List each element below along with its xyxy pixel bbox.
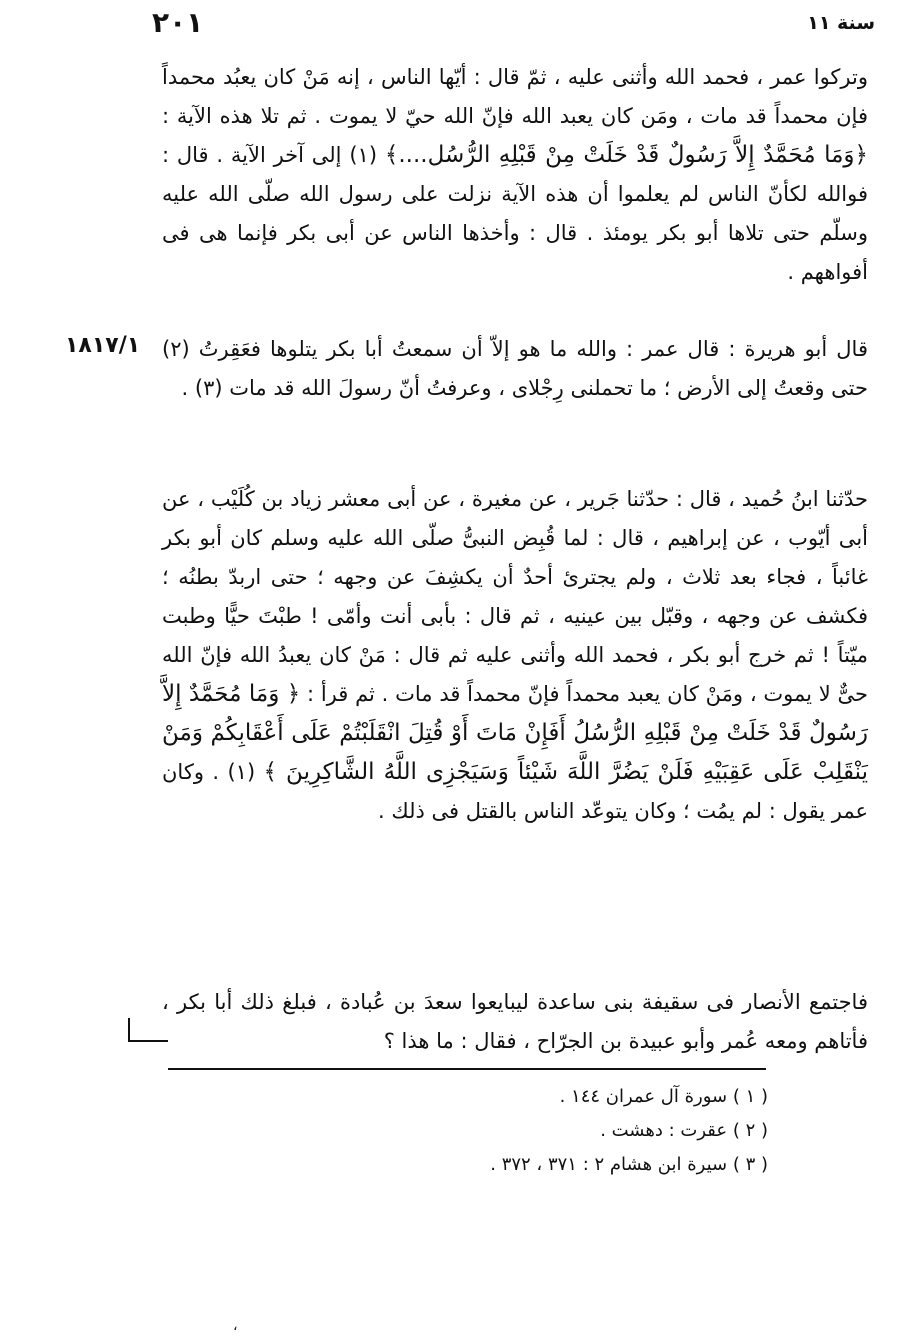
paragraph-2-end: . xyxy=(181,376,189,400)
stray-mark: ، xyxy=(233,1318,238,1334)
footnote-ref-3: (٣) xyxy=(194,376,223,400)
paragraph-4 xyxy=(162,983,868,1061)
page-number: ٢٠١ xyxy=(152,6,204,39)
paragraph-3-rest: . وكان عمر يقول : لم يمُت ؛ وكان يتوعّد الناس بالقتل فى ذلك . xyxy=(162,760,868,823)
paragraph-2-text: قال أبو هريرة : قال عمر : والله ما هو إلاّ أن سمعتُ أبا بكر يتلوها فعَقِرتُ xyxy=(198,337,868,361)
running-header-year: سنة ١١ xyxy=(807,12,875,34)
margin-bracket-mark xyxy=(128,1018,168,1042)
paragraph-4-text: فاجتمع الأنصار فى سقيفة بنى ساعدة ليبايعوا سعدَ بن عُبادة ، فبلغ ذلك أبا بكر ، فأتاهم ومعه عُمر وأبو عبيدة بن الجرّاح ، فقال : ما هذا ؟ xyxy=(162,990,868,1053)
footnote-2: ( ٢ ) عقرت : دهشت . xyxy=(600,1120,768,1141)
quran-verse-2: ﴿ وَمَا مُحَمَّدٌ إِلاَّ رَسُولٌ قَدْ خَلَتْ مِنْ قَبْلِهِ الرُّسُلُ أَفَإِنْ مَاتَ أَوْ قُتِلَ انْقَلَبْتُمْ عَلَى أَعْقَابِكُمْ وَمَنْ يَنْقَلِبْ عَلَى عَقِبَيْهِ فَلَنْ يَضُرَّ اللَّهَ شَيْئاً وَسَيَجْزِى اللَّهُ الشَّاكِرِينَ ﴾ xyxy=(162,681,868,785)
paragraph-2-mid: حتى وقعتُ إلى الأرض ؛ ما تحملنى رِجْلاى ، وعرفتُ أنّ رسولَ الله قد مات xyxy=(229,376,868,400)
footnote-ref-1b: (١) xyxy=(227,760,256,784)
paragraph-3 xyxy=(162,480,868,831)
paragraph-2 xyxy=(162,330,868,408)
paragraph-1-text: وتركوا عمر ، فحمد الله وأثنى عليه ، ثمّ قال : أيّها الناس ، إنه مَنْ كان يعبُد محمداً فإن محمداً قد مات ، ومَن كان يعبد الله فإنّ الله حيّ لا يموت . ثم تلا هذه الآية : xyxy=(162,65,868,128)
footnote-ref-2: (٢) xyxy=(162,337,190,361)
footnote-3: ( ٣ ) سيرة ابن هشام ٢ : ٣٧١ ، ٣٧٢ . xyxy=(490,1154,768,1175)
quran-verse-1: ﴿وَمَا مُحَمَّدٌ إِلاَّ رَسُولٌ قَدْ خَلَتْ مِنْ قَبْلِهِ الرُّسُل....﴾ xyxy=(384,142,868,168)
footnote-divider xyxy=(168,1068,766,1070)
margin-reference: ١٨١٧/١ xyxy=(65,333,141,358)
paragraph-1-rest: إلى آخر الآية . قال : فوالله لكأنّ الناس لم يعلموا أن هذه الآية نزلت على رسول الله صلّى الله عليه وسلّم حتى تلاها أبو بكر يومئذ . قال : وأخذها الناس عن أبى بكر فإنما هى فى أفواههم . xyxy=(162,143,868,284)
paragraph-3-text: حدّثنا ابنُ حُميد ، قال : حدّثنا جَرير ، عن مغيرة ، عن أبى معشر زياد بن كُلَيْب ، عن أبى أيّوب ، عن إبراهيم ، قال : لما قُبِض النبىُّ صلّى الله عليه وسلم كان أبو بكر غائباً ، فجاء بعد ثلاث ، ولم يجترئ أحدٌ أن يكشِفَ عن وجهه ؛ حتى اربدّ بطنُه ؛ فكشف عن وجهه ، وقبّل بين عينيه ، ثم قال : بأبى أنت وأمّى ! طبْتَ حيًّا وطبت ميّتاً ! ثم خرج أبو بكر ، فحمد الله وأثنى عليه ثم قال : مَنْ كان يعبدُ الله فإنّ الله حىٌّ لا يموت ، ومَنْ كان يعبد محمداً فإنّ محمداً قد مات . ثم قرأ : xyxy=(162,487,868,706)
paragraph-1 xyxy=(162,58,868,292)
footnotes xyxy=(162,1080,768,1182)
footnote-1: ( ١ ) سورة آل عمران ١٤٤ . xyxy=(559,1086,768,1107)
footnote-ref-1: (١) xyxy=(349,143,378,167)
